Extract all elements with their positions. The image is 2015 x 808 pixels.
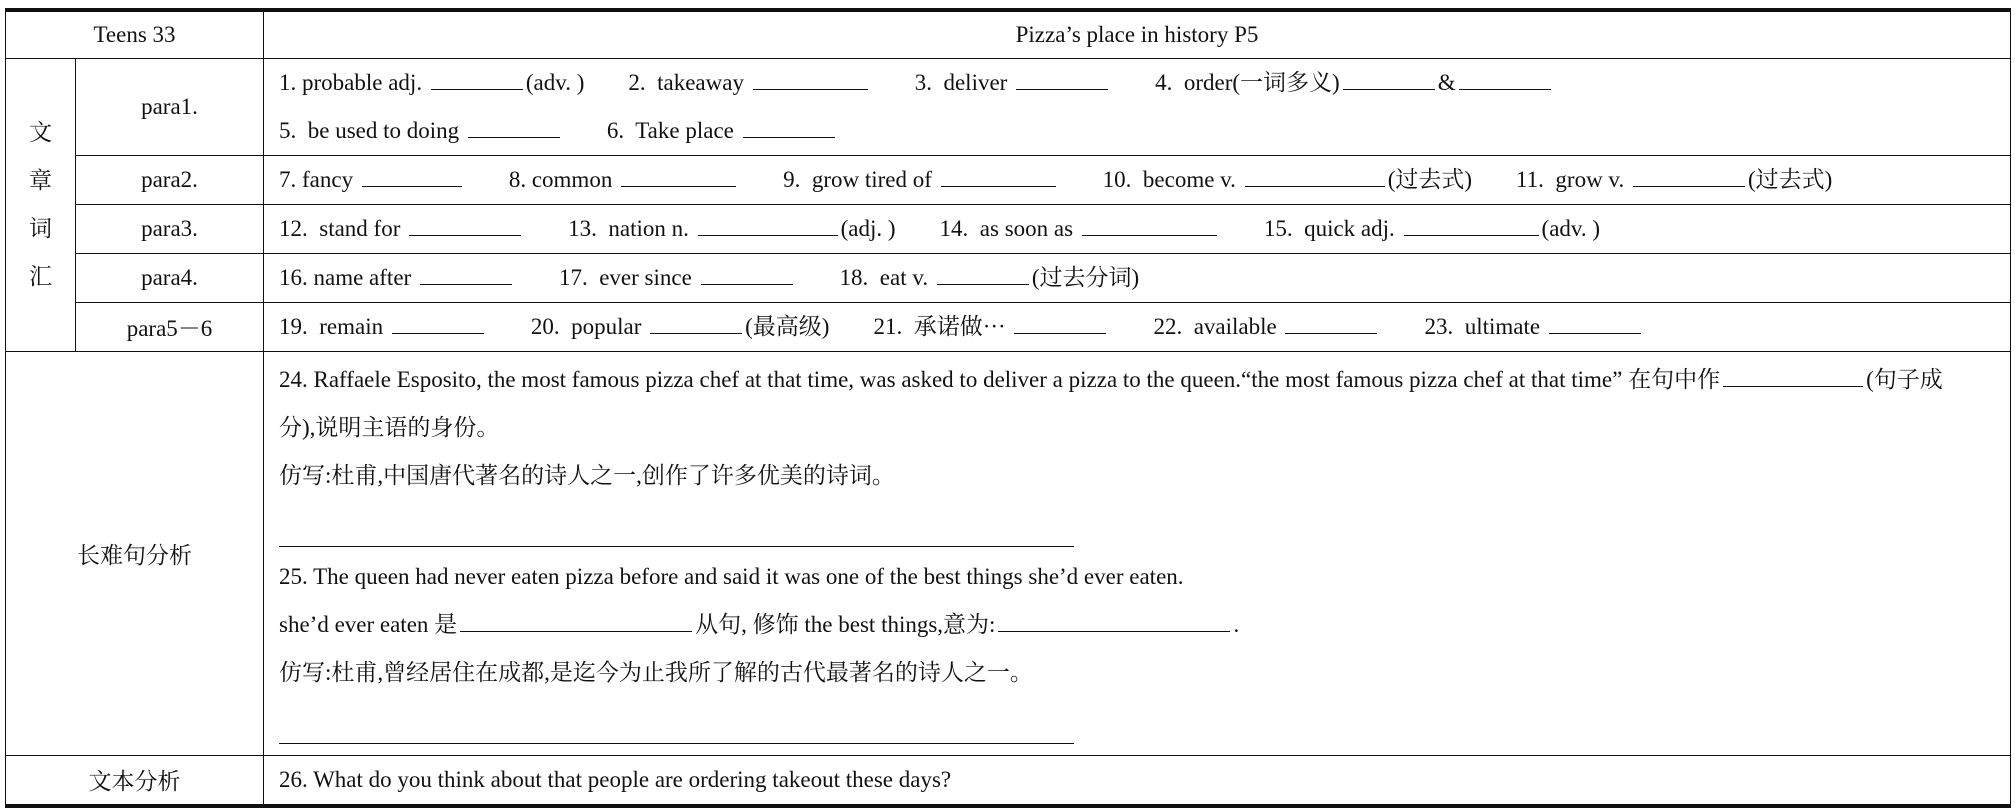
para-label: para4. [76,253,264,302]
vocab-term: 15. quick adj. [1263,215,1401,241]
vocab-term: 7. fancy [279,166,359,192]
vocab-hint: (最高级) [745,313,830,339]
q24-imitation: 仿写:杜甫,中国唐代著名的诗人之一,创作了许多优美的诗词。 [279,462,895,488]
vocab-term: 22. available [1153,313,1283,339]
q25-imitation: 仿写:杜甫,曾经居住在成都,是迄今为止我所了解的古代最著名的诗人之一。 [279,659,1033,685]
vocab-item [1103,156,1472,204]
vocab-term: 5. be used to doing [279,117,465,143]
vocab-hint: (过去式) [1747,166,1833,192]
q26-cell [264,755,2011,806]
vocab-item [1153,303,1380,351]
answer-blank[interactable] [743,113,835,138]
vocab-term: 20. popular [530,313,648,339]
answer-blank[interactable] [392,309,484,334]
vocab-item [628,59,870,107]
answer-blank[interactable] [1404,211,1539,236]
answer-blank[interactable] [1723,362,1863,387]
vocab-hint: & [1437,69,1456,95]
answer-blank[interactable] [1633,162,1745,187]
q25-sentence: 25. The queen had never eaten pizza before and said it was one of the best things she’d ever eaten. [279,563,1184,589]
vocab-term: 18. eat v. [839,264,934,290]
vocab-term: 9. grow tired of [783,166,938,192]
vocab-item [279,303,487,351]
header-right-cell [264,10,2011,58]
vocab-term: 16. name after [279,264,417,290]
answer-blank[interactable] [409,211,521,236]
vocab-hint: (过去分词) [1031,264,1140,290]
answer-blank[interactable] [701,260,793,285]
vocab-section-label [6,58,76,351]
vocab-term: 21. 承诺做··· [873,313,1012,339]
vocab-line [264,205,2010,253]
analysis-label-cell [6,351,264,755]
answer-blank[interactable] [621,162,736,187]
vocab-item [279,205,524,253]
vocab-term: 17. ever since [558,264,698,290]
q26-question: 26. What do you think about that people are ordering takeout these days? [279,766,952,792]
answer-blank[interactable] [468,113,560,138]
vocab-item [279,107,563,155]
answer-line[interactable] [279,723,1074,744]
answer-blank[interactable] [431,65,523,90]
vocab-line [264,156,2010,204]
vocab-items [264,302,2011,351]
vocab-item [1516,156,1832,204]
vocab-hint: (adj. ) [840,215,896,241]
vocab-items [264,155,2011,204]
vocab-item [279,254,515,302]
vocab-term: 6. Take place [606,117,740,143]
analysis-label: 长难句分析 [77,542,192,568]
vocab-item [1264,205,1600,253]
text-analysis-label: 文本分析 [88,769,181,794]
vocab-term: 13. nation n. [568,215,695,241]
vocab-term: 23. ultimate [1424,313,1546,339]
vocab-item [1155,59,1554,107]
answer-blank[interactable] [460,607,692,632]
answer-blank[interactable] [1014,309,1106,334]
answer-line[interactable] [279,526,1074,547]
vocab-items [264,58,2011,155]
answer-blank[interactable] [420,260,512,285]
vocab-item [568,205,895,253]
vocab-items [264,204,2011,253]
para-label: para5－6 [76,302,264,351]
vocab-term: 19. remain [279,313,389,339]
para-label: para3. [76,204,264,253]
worksheet-title: Pizza’s place in history P5 [1015,21,1259,47]
vocab-item [279,156,465,204]
section-char: 词 [29,215,52,241]
para-label: para1. [76,58,264,155]
vocab-hint: (adv. ) [1541,215,1601,241]
answer-blank[interactable] [941,162,1056,187]
answer-blank[interactable] [1343,65,1435,90]
answer-blank[interactable] [998,607,1230,632]
vocab-item [607,107,838,155]
q24-continued: 分),说明主语的身份。 [279,414,500,440]
vocab-item [873,303,1109,351]
section-char: 章 [29,167,52,193]
answer-blank[interactable] [362,162,462,187]
vocab-item [531,303,830,351]
analysis-content [264,351,2011,755]
vocab-term: 12. stand for [279,215,407,241]
vocab-item [559,254,796,302]
section-char: 汇 [29,263,52,289]
vocab-hint: (adv. ) [525,69,585,95]
vocab-item [1424,303,1643,351]
header-left: Teens 33 [93,21,176,47]
vocab-item [509,156,739,204]
answer-blank[interactable] [698,211,838,236]
q24-line: 24. Raffaele Esposito, the most famous pizza chef at that time, was asked to deliver a pizza to the queen.“the most famous pizza chef at that time” 在句中作 (句子成 [264,356,2010,404]
answer-blank[interactable] [1016,65,1108,90]
vocab-term: 2. takeaway [628,69,750,95]
vocab-term: 10. become v. [1102,166,1242,192]
vocab-line [264,303,2010,351]
vocab-item [915,59,1111,107]
vocab-hint: (过去式) [1387,166,1473,192]
answer-blank[interactable] [1549,309,1641,334]
para-label: para2. [76,155,264,204]
vocab-items [264,253,2011,302]
answer-blank[interactable] [753,65,868,90]
text-analysis-label-cell [6,755,264,806]
vocab-term: 14. as soon as [939,215,1079,241]
header-left-cell [6,10,264,58]
answer-blank[interactable] [650,309,742,334]
answer-blank[interactable] [1285,309,1377,334]
vocab-term: 8. common [508,166,619,192]
worksheet-table [5,8,2011,808]
vocab-item [840,254,1140,302]
vocab-line [264,254,2010,302]
vocab-item [279,59,584,107]
answer-blank[interactable] [1082,211,1217,236]
vocab-term: 4. order(一词多义) [1155,69,1340,95]
vocab-line [264,59,2010,107]
vocab-term: 3. deliver [914,69,1014,95]
answer-blank[interactable] [1459,65,1551,90]
answer-blank[interactable] [1245,162,1385,187]
answer-blank[interactable] [937,260,1029,285]
vocab-line [264,107,2010,155]
q25-line: she’d ever eaten 是 从句, 修饰 the best things,意为: . [264,601,2010,649]
vocab-item [783,156,1059,204]
vocab-item [940,205,1220,253]
section-char: 文 [29,119,52,145]
vocab-term: 11. grow v. [1516,166,1630,192]
vocab-term: 1. probable adj. [279,69,428,95]
